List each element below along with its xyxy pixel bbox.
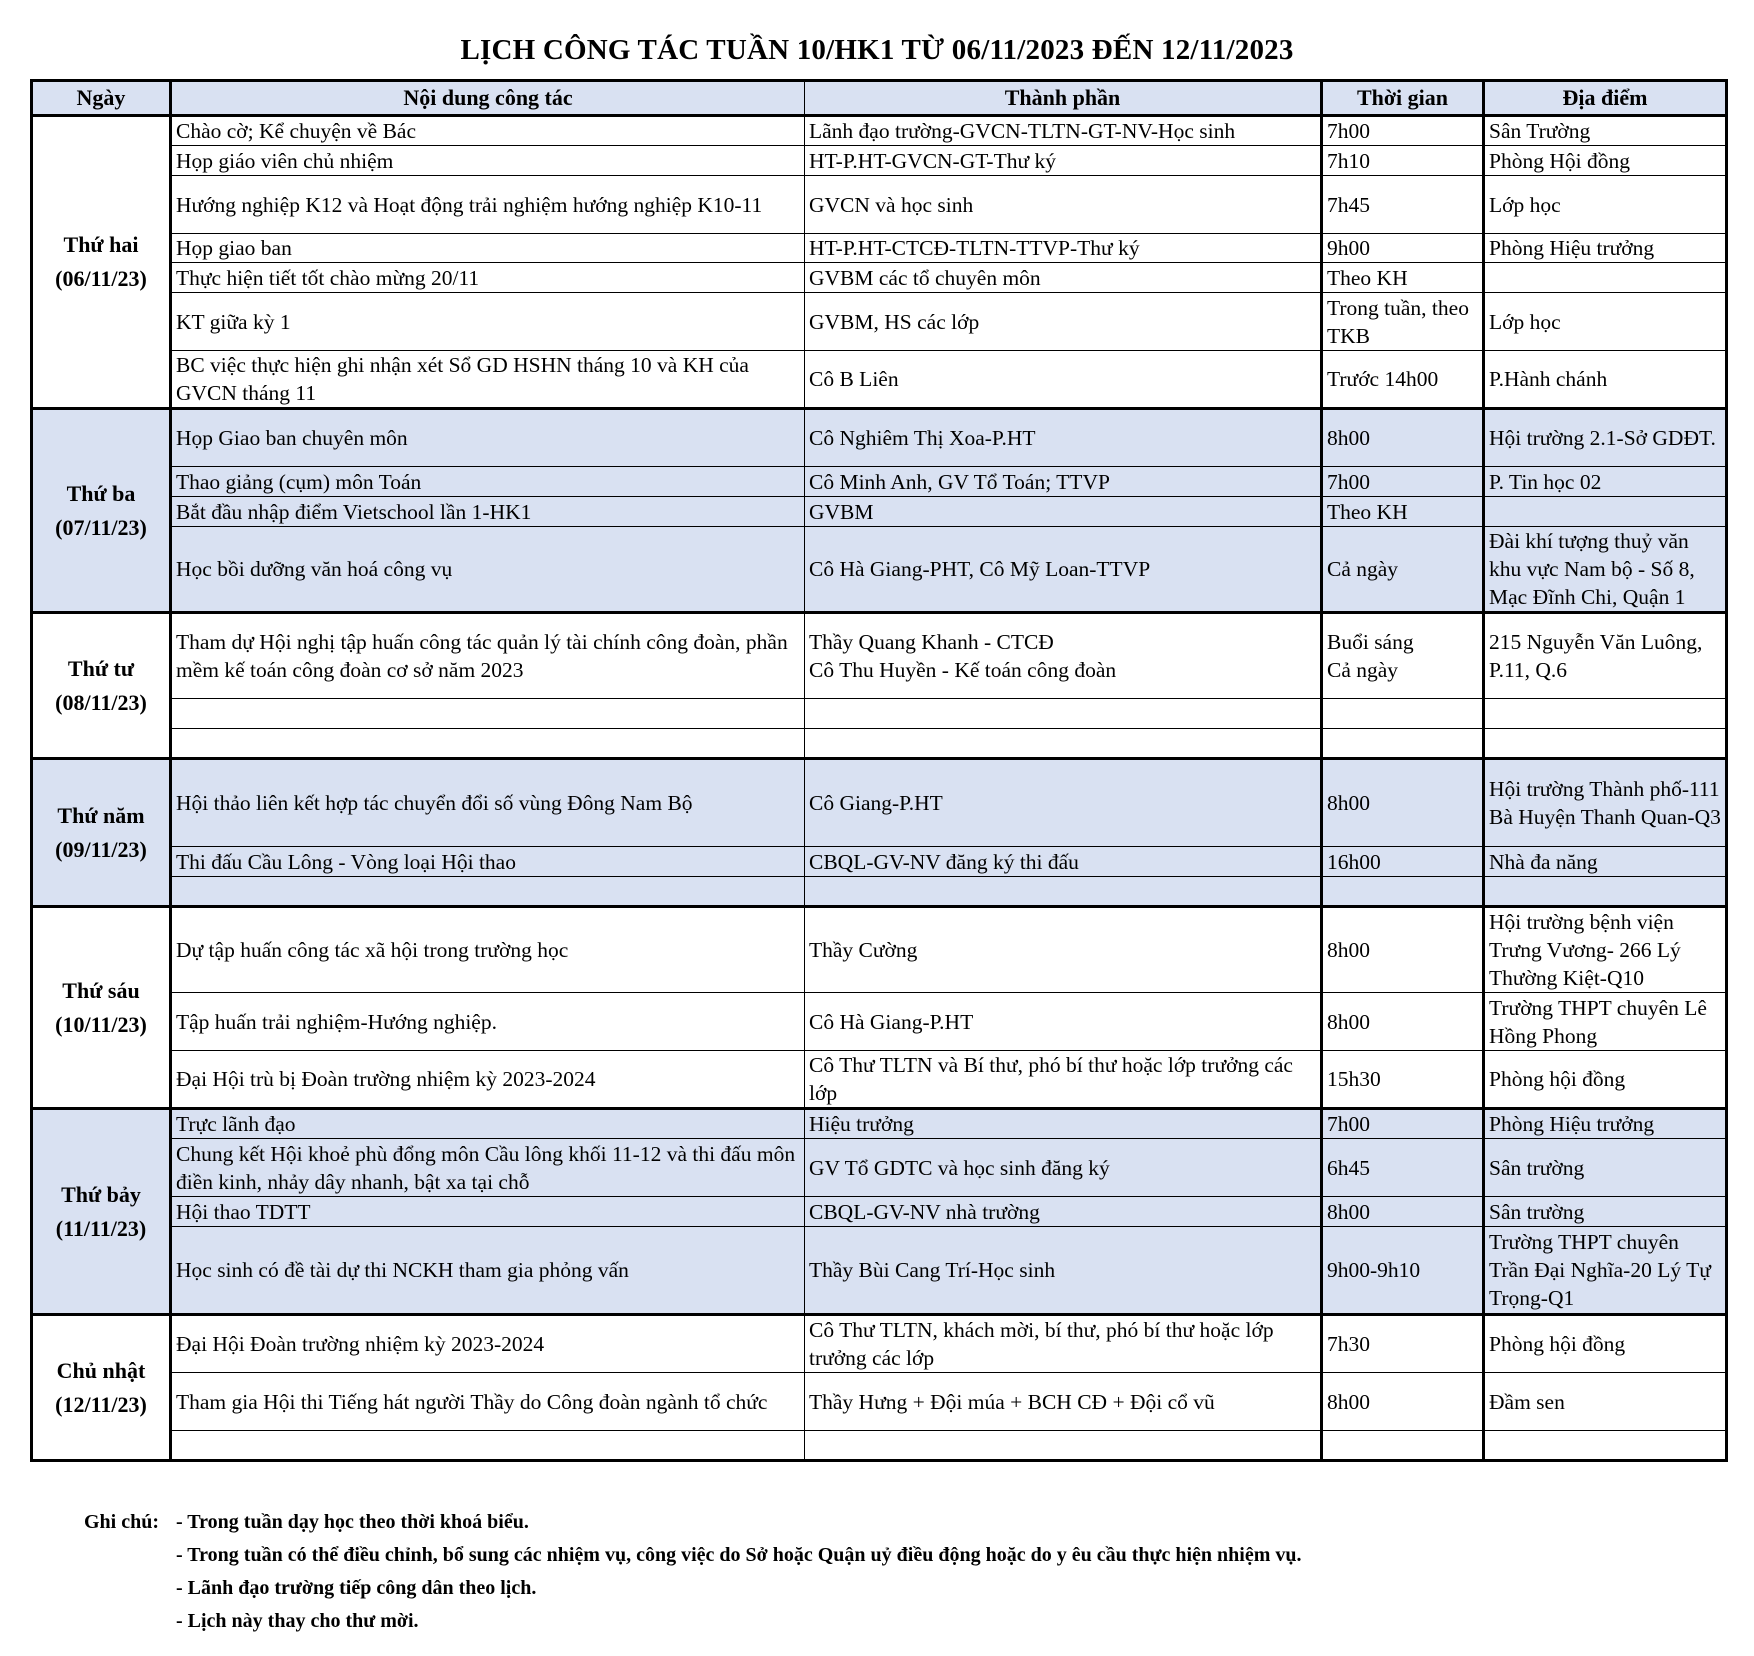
day-name: Thứ sáu — [62, 977, 140, 1003]
participants-cell: Thầy Hưng + Đội múa + BCH CĐ + Đội cổ vũ — [805, 1373, 1322, 1431]
time-cell: 7h30 — [1322, 1315, 1484, 1373]
participants-cell: GVCN và học sinh — [805, 176, 1322, 234]
table-row — [32, 993, 1727, 1051]
header-content: Nội dung công tác — [171, 81, 805, 116]
time-cell: 9h00-9h10 — [1322, 1227, 1484, 1315]
place-cell: Phòng hội đồng — [1484, 1051, 1727, 1109]
participants-cell: GVBM — [805, 497, 1322, 527]
note-row — [84, 1506, 1302, 1539]
content-cell: Tham dự Hội nghị tập huấn công tác quản lý tài chính công đoàn, phần mềm kế toán công đoàn cơ sở năm 2023 — [171, 613, 805, 699]
place-cell: Sân trường — [1484, 1139, 1727, 1197]
content-cell: Chung kết Hội khoẻ phù đổng môn Cầu lông khối 11-12 và thi đấu môn điền kinh, nhảy dây nhanh, bật xa tại chỗ — [171, 1139, 805, 1197]
participants-cell: Thầy Cường — [805, 907, 1322, 993]
content-cell: KT giữa kỳ 1 — [171, 293, 805, 351]
schedule-table — [30, 79, 1728, 1462]
content-cell: BC việc thực hiện ghi nhận xét Sổ GD HSHN tháng 10 và KH của GVCN tháng 11 — [171, 351, 805, 409]
table-row — [32, 1227, 1727, 1315]
participants-cell: HT-P.HT-CTCĐ-TLTN-TTVP-Thư ký — [805, 234, 1322, 263]
content-cell: Học bồi dưỡng văn hoá công vụ — [171, 527, 805, 613]
note-row — [84, 1539, 1302, 1572]
day-cell — [32, 1109, 171, 1315]
place-cell: Sân trường — [1484, 1197, 1727, 1227]
content-cell: Đại Hội Đoàn trường nhiệm kỳ 2023-2024 — [171, 1315, 805, 1373]
place-cell: Đài khí tượng thuỷ văn khu vực Nam bộ - Số 8, Mạc Đĩnh Chi, Quận 1 — [1484, 527, 1727, 613]
table-row — [32, 699, 1727, 729]
content-cell: Tham gia Hội thi Tiếng hát người Thầy do Công đoàn ngành tổ chức — [171, 1373, 805, 1431]
content-cell: Thực hiện tiết tốt chào mừng 20/11 — [171, 263, 805, 293]
table-row — [32, 1051, 1727, 1109]
place-cell: Nhà đa năng — [1484, 847, 1727, 877]
notes-indent — [84, 1539, 176, 1572]
table-row — [32, 176, 1727, 234]
table-row — [32, 759, 1727, 847]
content-cell: Bắt đầu nhập điểm Vietschool lần 1-HK1 — [171, 497, 805, 527]
time-cell — [1322, 729, 1484, 759]
table-row — [32, 263, 1727, 293]
place-cell: P.Hành chánh — [1484, 351, 1727, 409]
place-cell: Phòng Hiệu trưởng — [1484, 1109, 1727, 1139]
notes-indent — [84, 1572, 176, 1605]
note-row — [84, 1605, 1302, 1638]
time-cell: 6h45 — [1322, 1139, 1484, 1197]
time-cell — [1322, 877, 1484, 907]
content-cell: Hội thảo liên kết hợp tác chuyển đổi số vùng Đông Nam Bộ — [171, 759, 805, 847]
time-cell: Trong tuần, theo TKB — [1322, 293, 1484, 351]
day-name: Thứ ba — [66, 480, 136, 506]
notes-indent — [84, 1605, 176, 1638]
time-cell: Buổi sáng Cả ngày — [1322, 613, 1484, 699]
time-cell: 7h45 — [1322, 176, 1484, 234]
table-row — [32, 1431, 1727, 1461]
participants-cell: GVBM các tổ chuyên môn — [805, 263, 1322, 293]
table-row — [32, 116, 1727, 146]
day-cell — [32, 613, 171, 759]
table-row — [32, 729, 1727, 759]
participants-cell: Cô Thư TLTN và Bí thư, phó bí thư hoặc lớp trưởng các lớp — [805, 1051, 1322, 1109]
day-name: Thứ năm — [57, 802, 145, 828]
participants-cell — [805, 699, 1322, 729]
day-name: Thứ hai — [63, 232, 139, 257]
day-name: Thứ tư — [67, 655, 135, 681]
time-cell: Cả ngày — [1322, 527, 1484, 613]
day-date: (09/11/23) — [55, 836, 147, 862]
table-row — [32, 1373, 1727, 1431]
time-cell: 8h00 — [1322, 1373, 1484, 1431]
place-cell: Sân Trường — [1484, 116, 1727, 146]
table-row — [32, 1139, 1727, 1197]
content-cell — [171, 877, 805, 907]
note-item: - Trong tuần dạy học theo thời khoá biểu. — [176, 1511, 529, 1533]
time-cell — [1322, 1431, 1484, 1461]
table-row — [32, 467, 1727, 497]
note-item: - Trong tuần có thể điều chỉnh, bổ sung các nhiệm vụ, công việc do Sở hoặc Quận uỷ điều động hoặc do y êu cầu thực hiện nhiệm vụ. — [176, 1544, 1302, 1566]
day-cell — [32, 759, 171, 907]
day-date: (10/11/23) — [55, 1011, 147, 1037]
content-cell: Họp Giao ban chuyên môn — [171, 409, 805, 467]
table-row — [32, 234, 1727, 263]
content-cell: Hội thao TDTT — [171, 1197, 805, 1227]
table-row — [32, 907, 1727, 993]
participants-cell: Cô Hà Giang-PHT, Cô Mỹ Loan-TTVP — [805, 527, 1322, 613]
page-title: LỊCH CÔNG TÁC TUẦN 10/HK1 TỪ 06/11/2023 ĐẾN 12/11/2023 — [460, 34, 1294, 66]
participants-cell: Cô B Liên — [805, 351, 1322, 409]
table-row — [32, 146, 1727, 176]
participants-cell — [805, 877, 1322, 907]
participants-cell — [805, 729, 1322, 759]
place-cell: Hội trường bệnh viện Trưng Vương- 266 Lý Thường Kiệt-Q10 — [1484, 907, 1727, 993]
time-cell: Theo KH — [1322, 263, 1484, 293]
content-cell: Họp giao ban — [171, 234, 805, 263]
participants-cell: Cô Nghiêm Thị Xoa-P.HT — [805, 409, 1322, 467]
time-cell: 15h30 — [1322, 1051, 1484, 1109]
time-cell: Theo KH — [1322, 497, 1484, 527]
content-cell: Thi đấu Cầu Lông - Vòng loại Hội thao — [171, 847, 805, 877]
participants-cell: CBQL-GV-NV đăng ký thi đấu — [805, 847, 1322, 877]
place-cell — [1484, 263, 1727, 293]
participants-cell: GVBM, HS các lớp — [805, 293, 1322, 351]
day-name: Thứ bảy — [61, 1181, 141, 1207]
day-date: (07/11/23) — [55, 514, 147, 540]
content-cell: Chào cờ; Kể chuyện về Bác — [171, 116, 805, 146]
participants-cell: Cô Thư TLTN, khách mời, bí thư, phó bí thư hoặc lớp trưởng các lớp — [805, 1315, 1322, 1373]
table-row — [32, 1315, 1727, 1373]
participants-cell: CBQL-GV-NV nhà trường — [805, 1197, 1322, 1227]
day-date: (11/11/23) — [55, 1215, 147, 1241]
content-cell — [171, 699, 805, 729]
time-cell: 8h00 — [1322, 993, 1484, 1051]
participants-cell: Thầy Quang Khanh - CTCĐ Cô Thu Huyền - Kế toán công đoàn — [805, 613, 1322, 699]
content-cell — [171, 1431, 805, 1461]
time-cell: 8h00 — [1322, 907, 1484, 993]
header-row — [32, 81, 1727, 116]
day-name: Chủ nhật — [56, 1357, 146, 1383]
participants-cell: Hiệu trưởng — [805, 1109, 1322, 1139]
header-place: Địa điểm — [1484, 81, 1727, 116]
place-cell: Hội trường 2.1-Sở GDĐT. — [1484, 409, 1727, 467]
content-cell: Học sinh có đề tài dự thi NCKH tham gia phỏng vấn — [171, 1227, 805, 1315]
table-row — [32, 847, 1727, 877]
time-cell: 8h00 — [1322, 759, 1484, 847]
notes-label: Ghi chú: — [84, 1511, 160, 1533]
time-cell: 7h10 — [1322, 146, 1484, 176]
place-cell: Lớp học — [1484, 293, 1727, 351]
time-cell: 7h00 — [1322, 467, 1484, 497]
table-row — [32, 351, 1727, 409]
table-row — [32, 293, 1727, 351]
table-row — [32, 613, 1727, 699]
place-cell: Phòng Hiệu trưởng — [1484, 234, 1727, 263]
participants-cell — [805, 1431, 1322, 1461]
header-participants: Thành phần — [805, 81, 1322, 116]
table-row — [32, 1109, 1727, 1139]
content-cell: Hướng nghiệp K12 và Hoạt động trải nghiệm hướng nghiệp K10-11 — [171, 176, 805, 234]
content-cell: Dự tập huấn công tác xã hội trong trường học — [171, 907, 805, 993]
time-cell: 8h00 — [1322, 409, 1484, 467]
content-cell: Đại Hội trù bị Đoàn trường nhiệm kỳ 2023-2024 — [171, 1051, 805, 1109]
table-row — [32, 527, 1727, 613]
day-date: (12/11/23) — [55, 1391, 147, 1417]
content-cell: Trực lãnh đạo — [171, 1109, 805, 1139]
place-cell: Trường THPT chuyên Trần Đại Nghĩa-20 Lý Tự Trọng-Q1 — [1484, 1227, 1727, 1315]
place-cell — [1484, 497, 1727, 527]
day-cell — [32, 907, 171, 1109]
participants-cell: Cô Hà Giang-P.HT — [805, 993, 1322, 1051]
schedule-body — [32, 116, 1727, 1461]
notes-section — [84, 1506, 1302, 1638]
time-cell: Trước 14h00 — [1322, 351, 1484, 409]
time-cell: 7h00 — [1322, 116, 1484, 146]
content-cell: Tập huấn trải nghiệm-Hướng nghiệp. — [171, 993, 805, 1051]
time-cell: 16h00 — [1322, 847, 1484, 877]
participants-cell: HT-P.HT-GVCN-GT-Thư ký — [805, 146, 1322, 176]
day-date: (08/11/23) — [55, 689, 147, 715]
time-cell: 9h00 — [1322, 234, 1484, 263]
place-cell: Lớp học — [1484, 176, 1727, 234]
time-cell: 8h00 — [1322, 1197, 1484, 1227]
content-cell — [171, 729, 805, 759]
header-time: Thời gian — [1322, 81, 1484, 116]
day-date: (06/11/23) — [55, 266, 147, 291]
participants-cell: Thầy Bùi Cang Trí-Học sinh — [805, 1227, 1322, 1315]
place-cell: Đầm sen — [1484, 1373, 1727, 1431]
participants-cell: GV Tổ GDTC và học sinh đăng ký — [805, 1139, 1322, 1197]
place-cell — [1484, 729, 1727, 759]
day-cell — [32, 409, 171, 613]
table-row — [32, 877, 1727, 907]
note-item: - Lịch này thay cho thư mời. — [176, 1610, 419, 1632]
participants-cell: Cô Giang-P.HT — [805, 759, 1322, 847]
time-cell — [1322, 699, 1484, 729]
participants-cell: Cô Minh Anh, GV Tổ Toán; TTVP — [805, 467, 1322, 497]
table-row — [32, 409, 1727, 467]
note-row — [84, 1572, 1302, 1605]
table-row — [32, 1197, 1727, 1227]
content-cell: Thao giảng (cụm) môn Toán — [171, 467, 805, 497]
place-cell: Phòng Hội đồng — [1484, 146, 1727, 176]
time-cell: 7h00 — [1322, 1109, 1484, 1139]
place-cell: Phòng hội đồng — [1484, 1315, 1727, 1373]
place-cell — [1484, 1431, 1727, 1461]
place-cell: P. Tin học 02 — [1484, 467, 1727, 497]
place-cell: Trường THPT chuyên Lê Hồng Phong — [1484, 993, 1727, 1051]
place-cell — [1484, 877, 1727, 907]
table-row — [32, 497, 1727, 527]
day-cell — [32, 116, 171, 409]
header-day: Ngày — [32, 81, 171, 116]
place-cell: Hội trường Thành phố-111 Bà Huyện Thanh Quan-Q3 — [1484, 759, 1727, 847]
participants-cell: Lãnh đạo trường-GVCN-TLTN-GT-NV-Học sinh — [805, 116, 1322, 146]
note-item: - Lãnh đạo trường tiếp công dân theo lịch. — [176, 1577, 537, 1599]
place-cell — [1484, 699, 1727, 729]
content-cell: Họp giáo viên chủ nhiệm — [171, 146, 805, 176]
place-cell: 215 Nguyễn Văn Luông, P.11, Q.6 — [1484, 613, 1727, 699]
day-cell — [32, 1315, 171, 1461]
